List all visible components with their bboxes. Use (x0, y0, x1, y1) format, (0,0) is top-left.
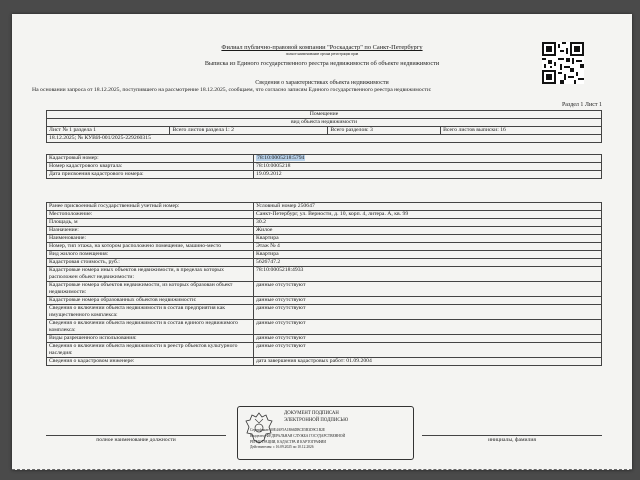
table-row (47, 335, 602, 343)
table-row (47, 320, 602, 335)
table-row (47, 282, 602, 297)
row-value: Жилое (254, 227, 602, 235)
stamp-owner: Владелец: ФЕДЕРАЛЬНАЯ СЛУЖБА ГОСУДАРСТВЕННОЙ (250, 434, 346, 438)
row-label: Кадастровые номера образованных объектов недвижимости: (47, 297, 254, 305)
row-label: Кадастровая стоимость, руб.: (47, 259, 254, 267)
table-row (47, 235, 602, 243)
table-row (47, 155, 602, 163)
row-value: 30.2 (254, 219, 602, 227)
stamp-certificate: Сертификат: 00E4AF5A1B66DBCE5B3D9C1B2E (250, 428, 326, 432)
row-label: Номер, тип этажа, на котором расположено помещение, машино-место (47, 243, 254, 251)
table-row (47, 358, 602, 366)
characteristics-table (46, 202, 602, 366)
sheet-number: Лист № 1 раздела 1 (47, 127, 170, 135)
summary-table (46, 110, 602, 143)
document-title: Выписка из Единого государственного реестра недвижимости об объекте недвижимости (204, 60, 440, 67)
org-caption: полное наименование органа регистрации прав (285, 52, 359, 56)
sheet-reference: Раздел 1 Лист 1 (561, 102, 602, 108)
row-value: Квартира (254, 251, 602, 259)
row-label: Площадь, м (47, 219, 254, 227)
table-row (47, 259, 602, 267)
row-value: Квартира (254, 235, 602, 243)
row-value: 78:10:0005218 (254, 163, 602, 171)
row-label: Виды разрешенного использования: (47, 335, 254, 343)
total-sheets: Всего листов выписки: 16 (441, 127, 602, 135)
row-label: Сведения о включении объекта недвижимости в состав предприятия как имущественного комплекса: (47, 305, 254, 320)
request-date-number: 18.12.2025; № КУВИ-001/2025-229260315 (47, 135, 602, 143)
document-page (12, 14, 632, 470)
electronic-signature-stamp (237, 406, 414, 460)
section-heading: Сведения о характеристиках объекта недвижимости (255, 80, 389, 86)
table-row (47, 343, 602, 358)
table-row (47, 219, 602, 227)
table-row (47, 267, 602, 282)
table-row (47, 305, 602, 320)
page-divider (12, 469, 632, 470)
stamp-line: ЭЛЕКТРОННОЙ ПОДПИСЬЮ (284, 418, 349, 423)
row-value: данные отсутствуют (254, 320, 602, 335)
table-row (47, 211, 602, 219)
org-name: Филиал публично-правовой компании "Роскадастр" по Санкт-Петербургу (221, 44, 423, 51)
total-sheets-section: Всего листов раздела 1: 2 (170, 127, 328, 135)
row-label: Местоположение: (47, 211, 254, 219)
row-value: данные отсутствуют (254, 343, 602, 358)
qr-code-icon (542, 42, 584, 84)
row-value: Условный номер 250647 (254, 203, 602, 211)
position-caption: полное наименование должности (46, 435, 226, 443)
row-label: Вид жилого помещения: (47, 251, 254, 259)
table-row (47, 227, 602, 235)
row-label: Наименование: (47, 235, 254, 243)
name-caption: инициалы, фамилия (422, 435, 602, 443)
row-label: Дата присвоения кадастрового номера: (47, 171, 254, 179)
row-value: данные отсутствуют (254, 305, 602, 320)
row-value: дата завершения кадастровых работ: 01.09.2004 (254, 358, 602, 366)
row-label: Сведения о включении объекта недвижимости в реестр объектов культурного наследия: (47, 343, 254, 358)
stamp-owner-cont: РЕГИСТРАЦИИ, КАДАСТРА И КАРТОГРАФИИ (250, 440, 326, 444)
stamp-valid: Действителен: с 16.09.2025 по 10.12.2026 (250, 445, 314, 449)
table-row (47, 163, 602, 171)
object-type: Помещение (47, 111, 602, 119)
row-value: 19.09.2012 (254, 171, 602, 179)
row-value: данные отсутствуют (254, 297, 602, 305)
row-value: Санкт-Петербург, ул. Верности, д. 10, корп. 4, литера. А, кв. 99 (254, 211, 602, 219)
row-value: данные отсутствуют (254, 335, 602, 343)
cadastral-number-value[interactable]: 78:10:0005218:5794 (257, 155, 305, 161)
stamp-line: ДОКУМЕНТ ПОДПИСАН (284, 411, 339, 416)
row-label: Назначение: (47, 227, 254, 235)
row-label: Ранее присвоенный государственный учетный номер: (47, 203, 254, 211)
row-value: 5626747.2 (254, 259, 602, 267)
row-value: данные отсутствуют (254, 282, 602, 297)
table-row (47, 297, 602, 305)
total-sections: Всего разделов: 3 (328, 127, 441, 135)
intro-text: На основании запроса от 18.12.2025, поступившего на рассмотрение 18.12.2025, сообщаем, что согласно записям Единого государственного реестра недвижимости: (32, 87, 432, 93)
table-row (47, 171, 602, 179)
table-row (47, 203, 602, 211)
row-label: Сведения о включении объекта недвижимости в состав единого недвижимого комплекса: (47, 320, 254, 335)
row-label: Кадастровые номера иных объектов недвижимости, в пределах которых расположен объект недвижимости: (47, 267, 254, 282)
table-row (47, 251, 602, 259)
row-label: Кадастровые номера объектов недвижимости, из которых образован объект недвижимости: (47, 282, 254, 297)
row-label: Кадастровый номер: (47, 155, 254, 163)
row-value: 78:10:0005218:4933 (254, 267, 602, 282)
row-label: Номер кадастрового квартала: (47, 163, 254, 171)
table-row (47, 243, 602, 251)
row-value: Этаж № 4 (254, 243, 602, 251)
cadastral-info-table (46, 154, 602, 179)
object-type-caption: вид объекта недвижимости (47, 119, 602, 127)
row-label: Сведения о кадастровом инженере: (47, 358, 254, 366)
